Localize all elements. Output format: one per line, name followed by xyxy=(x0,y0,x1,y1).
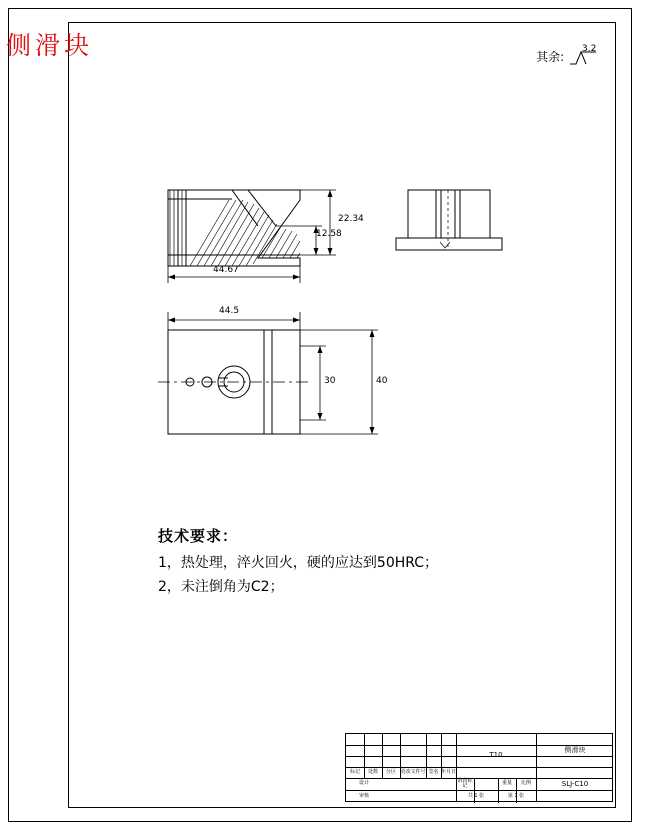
title-block-scale-label: 比例 xyxy=(520,780,531,787)
title-block-header-mark: 标记 xyxy=(349,768,360,775)
title-block-header-count: 处数 xyxy=(367,768,378,775)
dimension-12-58: 12.58 xyxy=(316,229,342,239)
title-block-sheet-total: 共 1 张 xyxy=(467,792,485,799)
technical-requirements-line-1: 1，热处理，淬火回火，硬的应达到50HRC； xyxy=(158,555,439,571)
title-block-header-changefile: 更改文件号 xyxy=(400,768,426,775)
title-block-part-code: SLJ-C10 xyxy=(561,780,589,789)
technical-requirements xyxy=(158,525,438,600)
surface-roughness-value: 3.2 xyxy=(582,44,597,54)
dimension-22-34: 22.34 xyxy=(338,214,364,224)
title-block-weight-label: 重量 xyxy=(501,780,512,787)
title-block-row-review: 审核 xyxy=(358,792,369,799)
dimension-30: 30 xyxy=(324,376,336,386)
dimension-44-5: 44.5 xyxy=(219,306,240,316)
title-block-row-design: 设计 xyxy=(358,780,369,787)
surface-roughness-label: 其余: xyxy=(536,50,565,64)
title-block-sheet-index: 第 1 张 xyxy=(507,792,525,799)
page-title: 侧滑块 xyxy=(6,31,94,60)
title-block-stage-label: 阶段标记 xyxy=(457,777,473,789)
title-block-header-zone: 分区 xyxy=(385,768,396,775)
dimension-44-67: 44.67 xyxy=(213,265,239,275)
dimension-40: 40 xyxy=(376,376,388,386)
title-block xyxy=(345,733,613,802)
technical-requirements-heading: 技术要求： xyxy=(158,527,239,545)
technical-requirements-line-2: 2，未注倒角为C2； xyxy=(158,579,284,595)
title-block-material: T10 xyxy=(489,751,503,760)
title-block-header-sign: 签名 xyxy=(428,768,439,775)
title-block-header-date: 年月日 xyxy=(441,768,457,775)
title-block-part-name: 侧滑块 xyxy=(564,745,586,754)
